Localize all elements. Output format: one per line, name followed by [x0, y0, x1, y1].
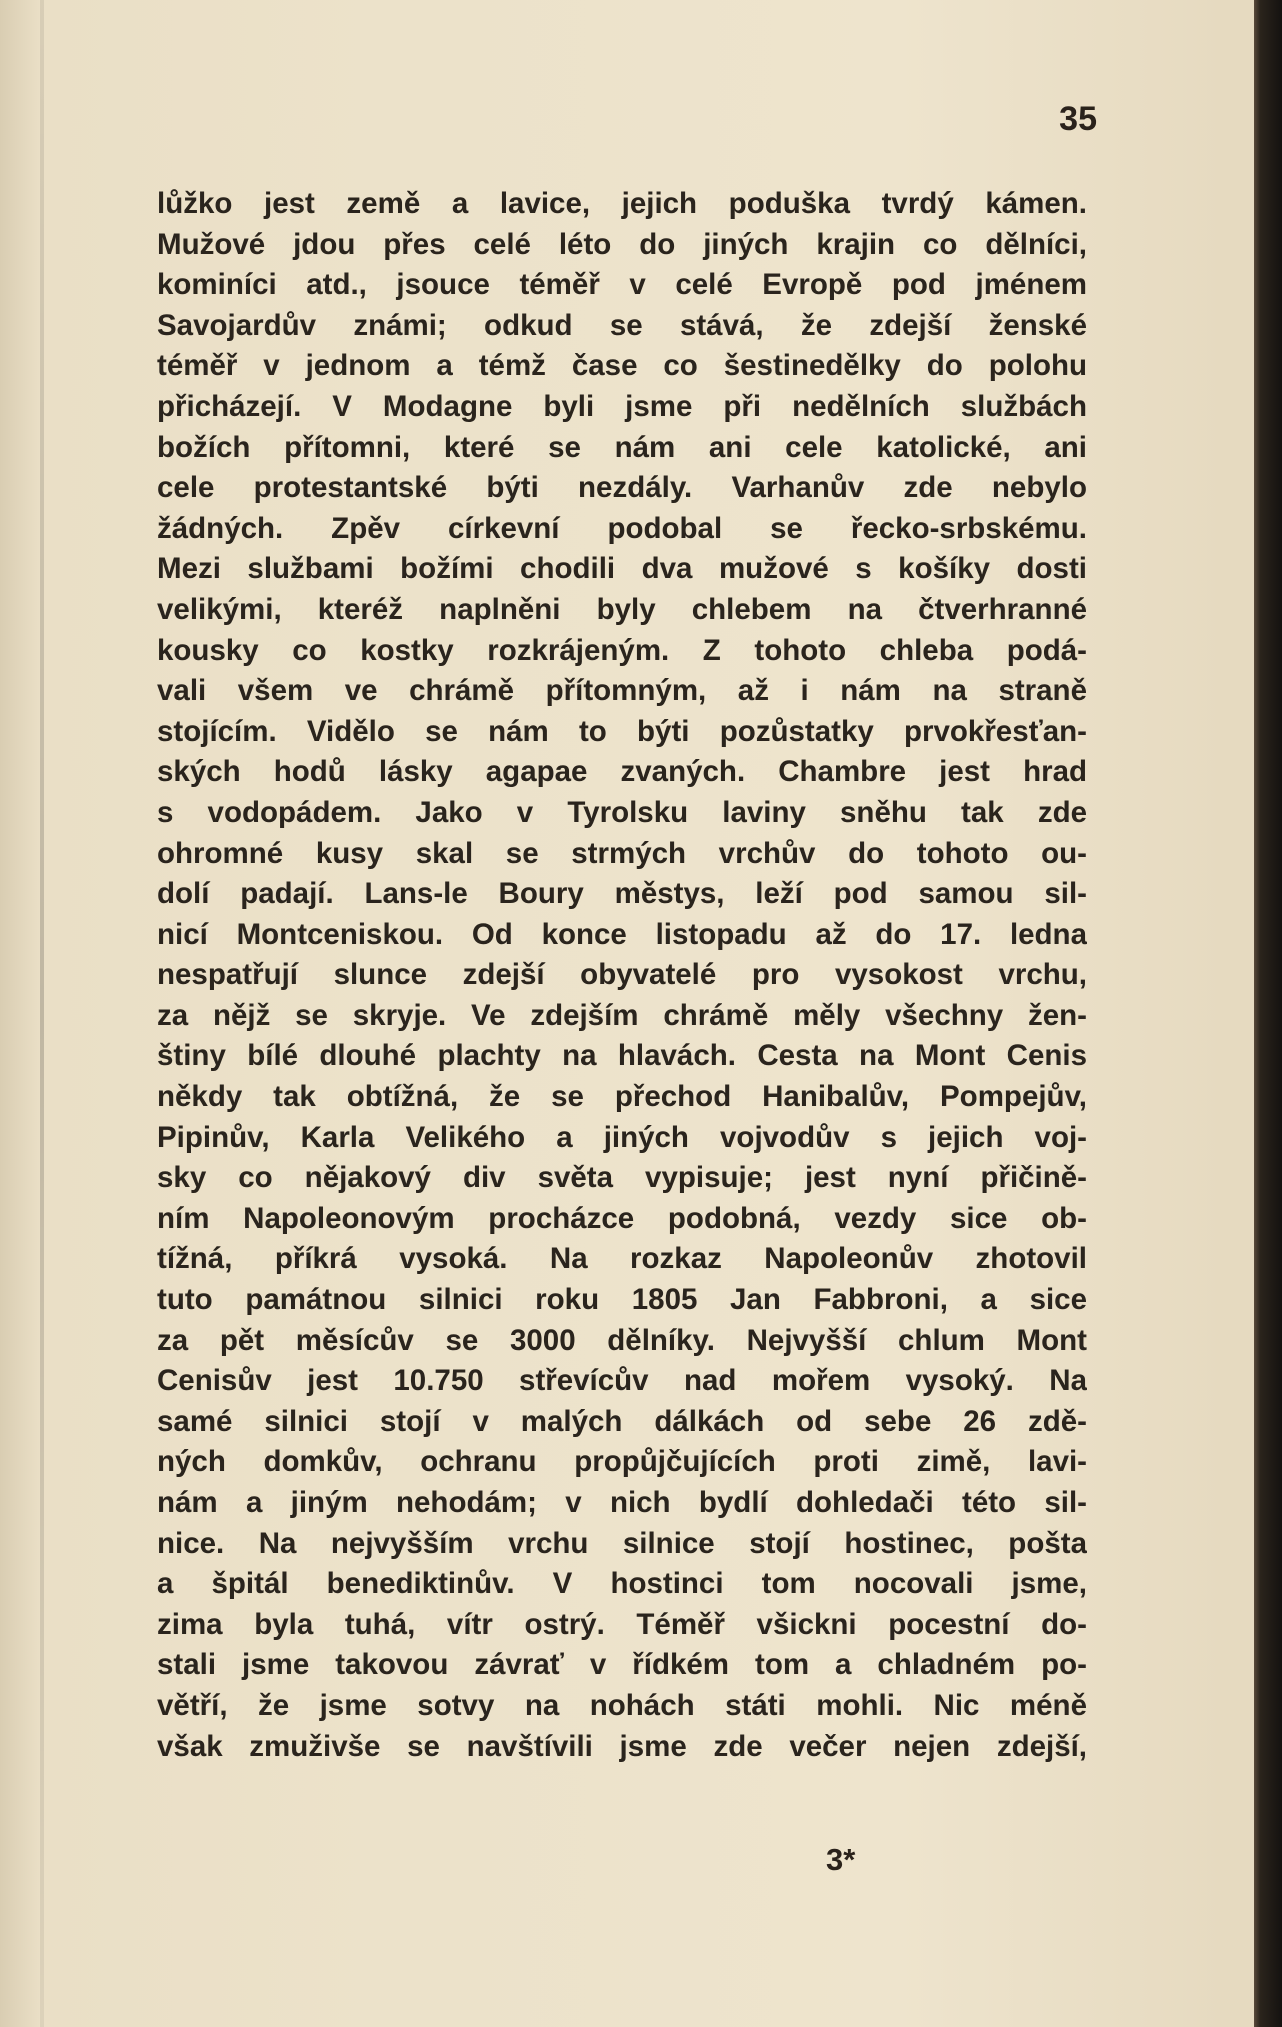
text-line: kominíci atd., jsouce téměř v celé Evropě pod jménem [157, 268, 1087, 302]
text-line: nicí Montceniskou. Od konce listopadu až do 17. ledna [157, 917, 1087, 951]
text-line: štiny bílé dlouhé plachty na hlavách. Cesta na Mont Cenis [157, 1039, 1087, 1073]
body-text [157, 184, 1087, 1767]
text-line: tuto památnou silnici roku 1805 Jan Fabbroni, a sice [157, 1283, 1087, 1317]
text-line: cele protestantské býti nezdály. Varhanův zde nebylo [157, 471, 1087, 505]
page-edge-shadow [1254, 0, 1282, 2027]
text-line: vali všem ve chrámě přítomným, až i nám na straně [157, 674, 1087, 708]
text-line: za nějž se skryje. Ve zdejším chrámě měly všechny žen- [157, 998, 1087, 1032]
text-line: samé silnici stojí v malých dálkách od sebe 26 zdě- [157, 1404, 1087, 1438]
text-line: Pipinův, Karla Velikého a jiných vojvodův s jejich voj- [157, 1120, 1087, 1154]
text-line: božích přítomni, které se nám ani cele katolické, ani [157, 430, 1087, 464]
text-line: Savojardův známi; odkud se stává, že zdejší ženské [157, 308, 1087, 342]
text-line: žádných. Zpěv církevní podobal se řecko-srbskému. [157, 511, 1087, 545]
text-line: tížná, příkrá vysoká. Na rozkaz Napoleonův zhotovil [157, 1242, 1087, 1276]
signature-mark: 3* [826, 1842, 856, 1877]
text-line: přicházejí. V Modagne byli jsme při nedělních službách [157, 389, 1087, 423]
text-line: stojícím. Vidělo se nám to býti pozůstatky prvokřesťan- [157, 714, 1087, 748]
text-line: Mezi službami božími chodili dva mužové s košíky dosti [157, 552, 1087, 586]
text-line: nice. Na nejvyšším vrchu silnice stojí hostinec, pošta [157, 1526, 1087, 1560]
text-line: větří, že jsme sotvy na nohách státi mohli. Nic méně [157, 1688, 1087, 1722]
text-line: ohromné kusy skal se strmých vrchův do tohoto ou- [157, 836, 1087, 870]
text-line: kousky co kostky rozkrájeným. Z tohoto chleba podá- [157, 633, 1087, 667]
text-line: velikými, kteréž naplněni byly chlebem na čtverhranné [157, 592, 1087, 626]
text-line: za pět měsícův se 3000 dělníky. Nejvyšší chlum Mont [157, 1323, 1087, 1357]
text-line: zima byla tuhá, vítr ostrý. Téměř všickni pocestní do- [157, 1607, 1087, 1641]
text-line: ním Napoleonovým procházce podobná, vezdy sice ob- [157, 1201, 1087, 1235]
page-gutter-shadow [40, 0, 44, 2027]
text-line: nespatřují slunce zdejší obyvatelé pro vysokost vrchu, [157, 958, 1087, 992]
text-line: s vodopádem. Jako v Tyrolsku laviny sněhu tak zde [157, 795, 1087, 829]
text-line: však zmuživše se navštívili jsme zde večer nejen zdejší, [157, 1729, 1087, 1763]
text-line: stali jsme takovou závrať v řídkém tom a chladném po- [157, 1648, 1087, 1682]
text-line: Cenisův jest 10.750 střevícův nad mořem vysoký. Na [157, 1364, 1087, 1398]
text-line: a špitál benediktinův. V hostinci tom nocovali jsme, [157, 1567, 1087, 1601]
text-line: nám a jiným nehodám; v nich bydlí dohledači této sil- [157, 1486, 1087, 1519]
text-line: dolí padají. Lans-le Boury městys, leží pod samou sil- [157, 877, 1087, 911]
text-line: Mužové jdou přes celé léto do jiných krajin co dělníci, [157, 227, 1087, 261]
text-line: téměř v jednom a témž čase co šestinedělky do polohu [157, 349, 1087, 383]
text-line: sky co nějakový div světa vypisuje; jest nyní přičině- [157, 1161, 1087, 1195]
page-number: 35 [1059, 100, 1097, 138]
text-line: lůžko jest země a lavice, jejich poduška tvrdý kámen. [157, 187, 1087, 220]
text-line: ských hodů lásky agapae zvaných. Chambre jest hrad [157, 755, 1087, 789]
text-line: ných domkův, ochranu propůjčujících proti zimě, lavi- [157, 1445, 1087, 1479]
text-line: někdy tak obtížná, že se přechod Hanibalův, Pompejův, [157, 1080, 1087, 1114]
